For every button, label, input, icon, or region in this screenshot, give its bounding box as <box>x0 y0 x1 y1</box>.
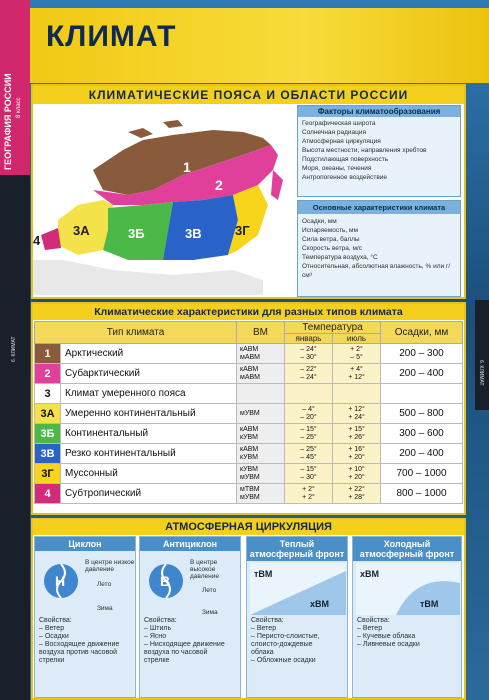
row-bm-line: кУВМ <box>240 433 259 441</box>
warm-front-props <box>251 617 319 665</box>
characteristic-item: Температура воздуха, °С <box>302 254 378 261</box>
props-title: Свойства: <box>144 617 177 624</box>
cyclone-summer: Лето <box>97 581 112 588</box>
row-jan-line: – 24° <box>300 345 317 353</box>
row-jul-line: + 4° <box>350 365 363 373</box>
row-jan <box>285 444 333 464</box>
factor-item: Антропогенное воздействие <box>302 174 388 181</box>
row-bm-line: мАВМ <box>240 373 260 381</box>
row-number: 3В <box>35 444 61 464</box>
row-bm-line: кАВМ <box>240 365 259 373</box>
row-bm <box>237 444 285 464</box>
climate-row <box>35 444 463 464</box>
row-climate-name: Климат умеренного пояса <box>61 384 237 404</box>
row-jul-line: + 2° <box>350 345 363 353</box>
row-jul <box>333 464 381 484</box>
row-bm-line: кУВМ <box>240 453 259 461</box>
row-jul-line: + 22° <box>348 485 365 493</box>
prop-item: – Штиль <box>144 625 172 632</box>
prop-item: – Кучевые облака <box>357 633 416 640</box>
row-jul-line: + 26° <box>348 433 365 441</box>
climate-types-table <box>34 321 463 504</box>
row-number: 4 <box>35 484 61 504</box>
row-jul-line: + 20° <box>348 453 365 461</box>
anticyclone-props <box>144 617 225 665</box>
row-jan <box>285 344 333 364</box>
row-precip: 200 – 300 <box>381 344 463 364</box>
prop-item: воздуха против часовой <box>39 649 118 656</box>
climate-characteristics-box <box>297 200 461 297</box>
row-bm-line: мУВМ <box>240 493 260 501</box>
row-jul-line: + 28° <box>348 493 365 501</box>
row-jan-line: – 30° <box>300 473 317 481</box>
prop-item: – Ветер <box>251 625 277 632</box>
characteristic-item: Сила ветра, баллы <box>302 236 360 243</box>
anticyclone-winter: Зима <box>202 609 218 616</box>
warm-front-diagram <box>250 563 346 615</box>
row-bm-line: мУВМ <box>240 473 260 481</box>
row-bm <box>237 344 285 364</box>
row-bm-line: кУВМ <box>240 465 259 473</box>
row-precip: 200 – 400 <box>381 364 463 384</box>
row-bm <box>237 484 285 504</box>
climate-row <box>35 464 463 484</box>
prop-item: стрелки <box>39 657 65 664</box>
spine-subject: ГЕОГРАФИЯ РОССИИ <box>3 73 13 170</box>
col-jan: январь <box>285 334 333 344</box>
props-title: Свойства: <box>39 617 72 624</box>
prop-item: – Нисходящее движение <box>144 641 225 648</box>
row-jul <box>333 444 381 464</box>
col-bm: ВМ <box>237 322 285 344</box>
row-bm <box>237 424 285 444</box>
cyclone-card <box>34 536 136 698</box>
row-jul-line: + 20° <box>348 473 365 481</box>
map-label-2: 2 <box>215 177 223 193</box>
row-jul-line: + 12° <box>348 405 365 413</box>
anticyclone-note: В центре высокое давление <box>190 559 219 580</box>
row-number: 3Г <box>35 464 61 484</box>
col-jul: июль <box>333 334 381 344</box>
climate-row <box>35 384 463 404</box>
row-precip: 500 – 800 <box>381 404 463 424</box>
row-jan <box>285 464 333 484</box>
row-bm-line: кАВМ <box>240 425 259 433</box>
spine <box>0 0 30 700</box>
row-jan <box>285 364 333 384</box>
row-bm-line: мТВМ <box>240 485 260 493</box>
row-jan <box>285 404 333 424</box>
factor-item: Атмосферная циркуляция <box>302 138 381 145</box>
cyclone-props <box>39 617 119 665</box>
row-jul <box>333 384 381 404</box>
prop-item: – Ясно <box>144 633 167 640</box>
row-jan-line: – 20° <box>300 413 317 421</box>
spine-grade: 8 класс <box>16 97 22 118</box>
cyclone-title: Циклон <box>35 537 135 551</box>
prop-item: – Ливневые осадки <box>357 641 420 648</box>
row-bm-line: мУВМ <box>240 409 260 417</box>
map-label-3v: 3В <box>185 226 202 241</box>
props-title: Свойства: <box>251 617 284 624</box>
row-jan <box>285 424 333 444</box>
row-number: 3А <box>35 404 61 424</box>
row-bm <box>237 404 285 424</box>
climate-row <box>35 404 463 424</box>
col-type: Тип климата <box>35 322 237 344</box>
row-number: 3 <box>35 384 61 404</box>
props-title: Свойства: <box>357 617 390 624</box>
spine-section: 6. КЛИМАТ <box>11 336 17 362</box>
cold-front-diagram <box>356 563 460 615</box>
anticyclone-letter: В <box>160 573 171 589</box>
characteristic-item: Испаряемость, мм <box>302 227 358 234</box>
row-jan-line: + 2° <box>302 485 315 493</box>
row-jan-line: – 4° <box>302 405 315 413</box>
row-precip: 700 – 1000 <box>381 464 463 484</box>
row-bm <box>237 384 285 404</box>
row-jul <box>333 424 381 444</box>
row-climate-name: Резко континентальный <box>61 444 237 464</box>
row-jan-line: – 25° <box>300 433 317 441</box>
cyclone-icon <box>39 559 83 603</box>
cold-front-card <box>352 536 462 698</box>
row-precip: 800 – 1000 <box>381 484 463 504</box>
climate-factors-title: Факторы климатообразования <box>298 106 460 117</box>
prop-item: – Перисто-слоистые, <box>251 633 320 640</box>
prop-item: воздуха по часовой <box>144 649 208 656</box>
climate-characteristics-title: Основные характеристики климата <box>298 201 460 214</box>
factor-item: Солнечная радиация <box>302 129 367 136</box>
row-jul-line: – 5° <box>350 353 363 361</box>
characteristic-item: Относительная, абсолютная влажность, % или г/см³ <box>302 263 451 279</box>
climate-row <box>35 484 463 504</box>
prop-item: – Ветер <box>39 625 65 632</box>
anticyclone-icon <box>144 559 188 603</box>
row-jul-line: + 24° <box>348 413 365 421</box>
row-jan-line: – 22° <box>300 365 317 373</box>
climate-zones-header: КЛИМАТИЧЕСКИЕ ПОЯСА И ОБЛАСТИ РОССИИ <box>33 86 464 104</box>
row-number: 3Б <box>35 424 61 444</box>
factor-item: Моря, океаны, течения <box>302 165 372 172</box>
cold-front-title: Холодный атмосферный фронт <box>353 537 461 561</box>
factor-item: Подстилающая поверхность <box>302 156 389 163</box>
row-climate-name: Умеренно континентальный <box>61 404 237 424</box>
anticyclone-summer: Лето <box>202 587 217 594</box>
prop-item: – Осадки <box>39 633 69 640</box>
row-jan-line: – 15° <box>300 465 317 473</box>
page-title: КЛИМАТ <box>46 20 177 53</box>
row-jan-line: – 15° <box>300 425 317 433</box>
map-label-1: 1 <box>183 159 191 175</box>
col-precip: Осадки, мм <box>381 322 463 344</box>
row-precip: 300 – 600 <box>381 424 463 444</box>
row-bm <box>237 364 285 384</box>
row-jul-line: + 10° <box>348 465 365 473</box>
cold-air-label: хВМ <box>360 569 380 579</box>
warm-front-title: Теплый атмосферный фронт <box>247 537 347 561</box>
row-jan-line: – 30° <box>300 353 317 361</box>
map-label-3a: 3А <box>73 223 90 238</box>
factor-item: Высота местности, направления хребтов <box>302 147 427 154</box>
row-climate-name: Арктический <box>61 344 237 364</box>
prop-item: – Обложные осадки <box>251 657 316 664</box>
right-strip-label: 6. КЛИМАТ <box>478 360 484 386</box>
row-jul <box>333 344 381 364</box>
characteristic-item: Осадки, мм <box>302 218 337 225</box>
warm-front-card <box>246 536 348 698</box>
prop-item: – Ветер <box>357 625 383 632</box>
climate-factors-box <box>297 105 461 197</box>
row-precip: 200 – 400 <box>381 444 463 464</box>
row-bm-line: мАВМ <box>240 353 260 361</box>
row-climate-name: Субарктический <box>61 364 237 384</box>
row-jan-line: – 25° <box>300 445 317 453</box>
circulation-header: АТМОСФЕРНАЯ ЦИРКУЛЯЦИЯ <box>33 519 464 535</box>
row-climate-name: Муссонный <box>61 464 237 484</box>
climate-row <box>35 424 463 444</box>
row-climate-name: Субтропический <box>61 484 237 504</box>
row-jul <box>333 484 381 504</box>
prop-item: стрелке <box>144 657 170 664</box>
row-precip <box>381 384 463 404</box>
cyclone-winter: Зима <box>97 605 113 612</box>
col-temp: Температура <box>285 322 381 334</box>
anticyclone-title: Антициклон <box>140 537 240 551</box>
row-number: 2 <box>35 364 61 384</box>
row-jul <box>333 364 381 384</box>
prop-item: облака <box>251 649 274 656</box>
row-jul <box>333 404 381 424</box>
row-jul-line: + 15° <box>348 425 365 433</box>
row-jan-line: – 24° <box>300 373 317 381</box>
cyclone-letter: Н <box>55 573 66 589</box>
cold-air-label: хВМ <box>310 599 330 609</box>
factor-item: Географическая широта <box>302 120 376 127</box>
row-climate-name: Континентальный <box>61 424 237 444</box>
row-bm-line: кАВМ <box>240 345 259 353</box>
row-jul-line: + 16° <box>348 445 365 453</box>
right-strip <box>475 300 489 410</box>
row-jan <box>285 484 333 504</box>
climate-row <box>35 344 463 364</box>
prop-item: – Восходящее движение <box>39 641 120 648</box>
row-jan <box>285 384 333 404</box>
row-jul-line: + 12° <box>348 373 365 381</box>
warm-air-label: тВМ <box>420 599 439 609</box>
russia-climate-map <box>33 110 297 295</box>
warm-air-label: тВМ <box>254 569 273 579</box>
row-jan-line: + 2° <box>302 493 315 501</box>
cyclone-note: В центре низкое давление <box>85 559 135 573</box>
cold-front-props <box>357 617 420 649</box>
row-number: 1 <box>35 344 61 364</box>
characteristic-item: Скорость ветра, м/с <box>302 245 362 252</box>
climate-row <box>35 364 463 384</box>
map-label-3g: 3Г <box>235 223 250 238</box>
row-jan-line: – 45° <box>300 453 317 461</box>
map-label-4: 4 <box>33 233 41 248</box>
row-bm-line: кАВМ <box>240 445 259 453</box>
prop-item: слоисто-дождевые <box>251 641 313 648</box>
map-label-3b: 3Б <box>128 226 145 241</box>
anticyclone-card <box>139 536 241 698</box>
climate-table-header: Климатические характеристики для разных типов климата <box>33 304 464 320</box>
row-bm <box>237 464 285 484</box>
